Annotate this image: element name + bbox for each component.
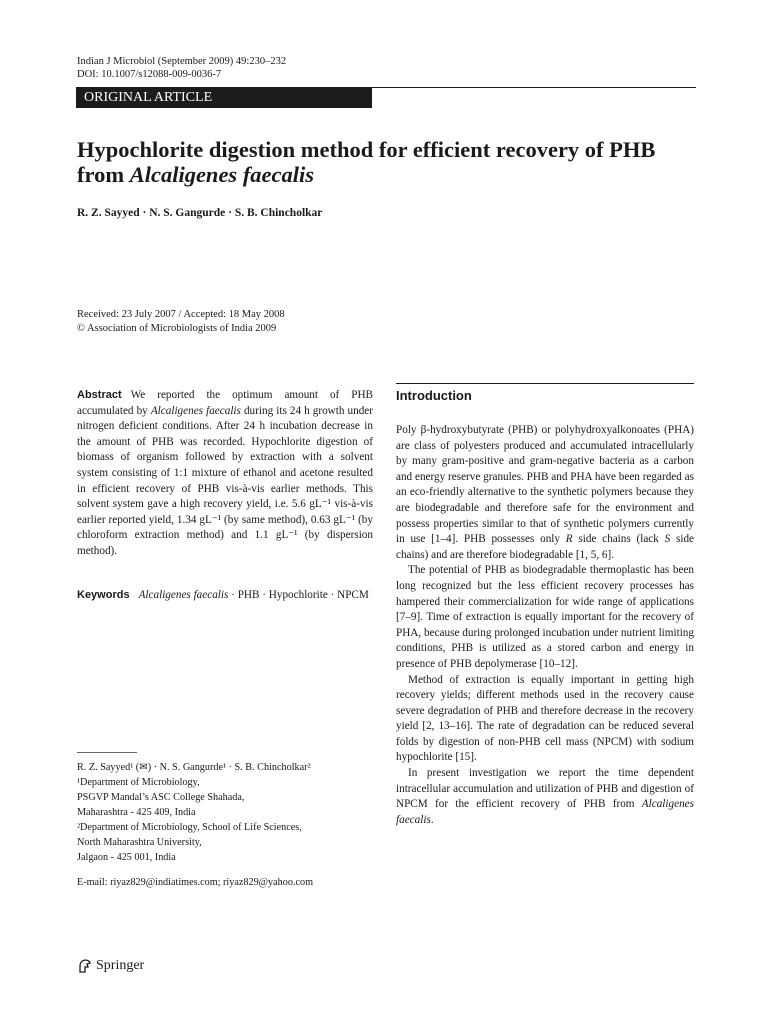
affil-line: ²Department of Microbiology, School of Life Sciences, [77, 822, 302, 833]
abstract: Abstract We reported the optimum amount of PHB accumulated by Alcaligenes faecalis during its 24 h growth under nitrogen deficient conditions. After 24 h incubation decrease in the amount of PHB was recorded. Hypochlorite digestion of biomass of organism followed by extraction with a solvent system consisting of 1:1 mixture of ethanol and acetone resulted in efficient recovery of PHB vis-à-vis earlier methods. This solvent system gave a high recovery yield, i.e. 5.6 gL⁻¹ vis-à-vis earlier reported yield, 1.34 gL⁻¹ (by same method), 0.63 gL⁻¹ (by chloroform extraction method) and 1.1 gL⁻¹ (by dispersion method). [77, 389, 373, 557]
paragraph: Poly β-hydroxybutyrate (PHB) or polyhydroxyalkonoates (PHA) are class of polyesters produced and accumulated intracellularly by many gram-positive and gram-negative bacteria as a carbon and energy reserve granules. PHB and PHA have been regarded as an eco-friendly alternative to the synthetic polymers because they are biodegradable and therefore safe for the environment and possess properties similar to that of synthetic polymers currently in use [1–4]. PHB possesses only R side chains (lack S side chains) and are therefore biodegradable [1, 5, 6]. [396, 424, 695, 561]
publisher-name: Springer [96, 958, 145, 973]
paper-title [77, 137, 717, 187]
affil-line: North Maharashtra University, [77, 837, 202, 848]
dates-block [77, 308, 285, 336]
affil-line: Maharashtra - 425 409, India [77, 807, 196, 818]
springer-horse-icon [77, 958, 93, 974]
email-line: E-mail: riyaz829@indiatimes.com; riyaz829@yahoo.com [77, 877, 314, 888]
journal-citation [77, 55, 286, 81]
paragraph: Method of extraction is equally important in getting high recovery yields; different methods used in the recovery cause severe degradation of PHB and therefore decrease in the recovery yield [2, 13–16]. The rate of degradation can be reduced several folds by digestion of non-PHB cell mass (NPCM) with sodium hypochlorite [15]. [396, 673, 694, 764]
introduction-body [396, 423, 694, 828]
intro-rule [396, 383, 694, 384]
paragraph: In present investigation we report the time dependent intracellular accumulation and utilization of PHB and digestion of NPCM for the efficient recovery of PHB from Alcaligenes faecalis. [396, 767, 694, 826]
doi-line: DOI: 10.1007/s12088-009-0036-7 [77, 69, 222, 80]
header-rule [372, 87, 696, 88]
title-line-1: Hypochlorite digestion method for efficient recovery of PHB [77, 137, 656, 162]
footnote-rule [77, 752, 137, 753]
journal-line: Indian J Microbiol (September 2009) 49:230–232 [77, 56, 287, 67]
affil-line: Jalgaon - 425 001, India [77, 852, 176, 863]
abstract-label: Abstract [77, 389, 122, 401]
affiliation-block [77, 760, 373, 865]
keywords: Keywords Alcaligenes faecalis · PHB · Hypochlorite · NPCM [77, 589, 369, 601]
publisher-logo [77, 958, 144, 974]
article-type-banner: ORIGINAL ARTICLE [76, 87, 372, 108]
affil-authors: R. Z. Sayyed¹ (✉) · N. S. Gangurde¹ · S. B. Chincholkar² [77, 762, 311, 773]
section-heading-introduction: Introduction [396, 388, 472, 403]
keywords-label: Keywords [77, 589, 130, 601]
affil-line: PSGVP Mandal’s ASC College Shahada, [77, 792, 245, 803]
author-list: R. Z. Sayyed · N. S. Gangurde · S. B. Chincholkar [77, 207, 323, 219]
title-line-2: from Alcaligenes faecalis [77, 162, 315, 187]
copyright: © Association of Microbiologists of India 2009 [77, 323, 277, 334]
title-species: Alcaligenes faecalis [129, 162, 315, 187]
received-accepted: Received: 23 July 2007 / Accepted: 18 May 2008 [77, 309, 285, 320]
paragraph: The potential of PHB as biodegradable thermoplastic has been long recognized but the less efficient recovery processes has hampered their commercialization for wide range of applications [7–9]. Time of extraction is equally important for the recovery of PHA, because during prolonged incubation under nutrient limiting conditions, PHB is utilized as a stored carbon and energy in presence of PHB depolymerase [10–12]. [396, 564, 694, 670]
affil-line: ¹Department of Microbiology, [77, 777, 200, 788]
